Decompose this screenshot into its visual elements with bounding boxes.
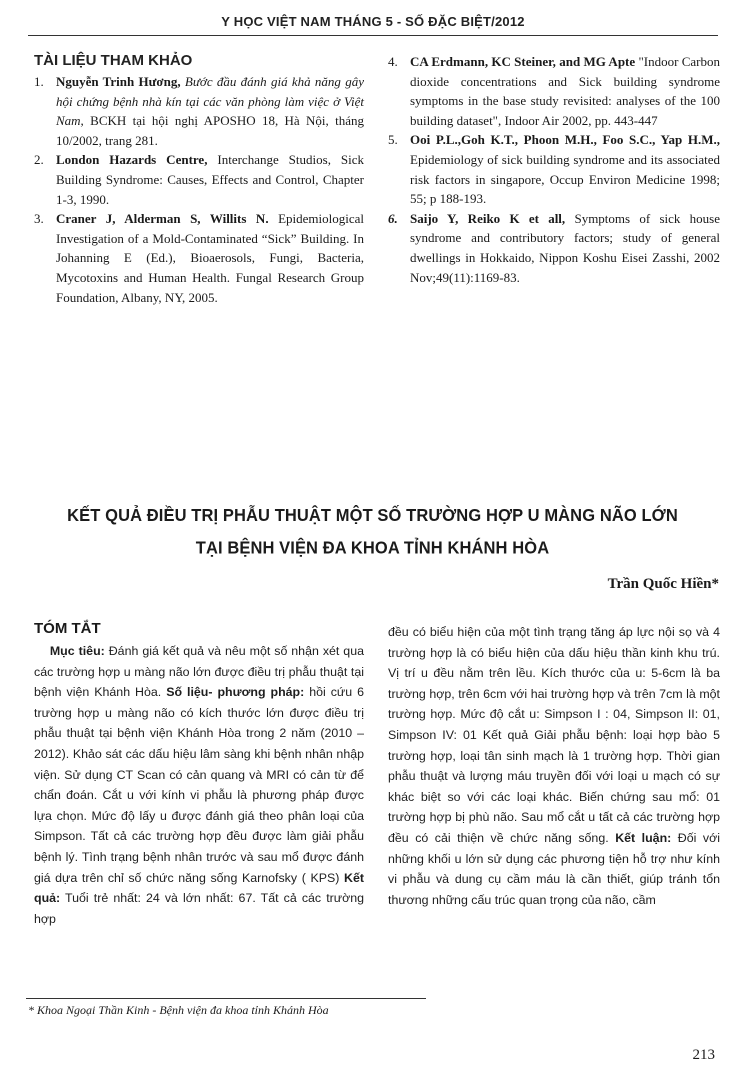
abstract-paragraph: [34, 641, 364, 929]
objective-label: Mục tiêu:: [49, 644, 105, 658]
article-title: [40, 500, 705, 565]
journal-header: Y HỌC VIỆT NAM THÁNG 5 - SỐ ĐẶC BIỆT/2012: [221, 14, 525, 29]
reference-details: "Indoor Carbon dioxide concentrations and Sick building syndrome symptoms in the base study revisited: analyses of the 100 building dataset", Indoor Air 2002, pp. 443-447: [410, 54, 720, 128]
reference-number: 2.: [34, 152, 44, 168]
reference-details: Epidemiology of sick building syndrome and its associated risk factors in singapore, Occup Environ Medicine 1998; 55; p 188-193.: [410, 151, 720, 207]
reference-list-right: [388, 52, 720, 287]
article-title-line-2: TẠI BỆNH VIỆN ĐA KHOA TỈNH KHÁNH HÒA: [195, 538, 550, 558]
abstract-heading: TÓM TẮT: [34, 620, 101, 637]
reference-details: Interchange Studios, Sick Building Syndrome: Causes, Effects and Control, Chapter 1-3, 1990.: [56, 152, 364, 207]
reference-list-left: [34, 72, 364, 307]
reference-details: Epidemiological Investigation of a Mold-Contaminated “Sick” Building. In Johanning E (Ed.), Bioaerosols, Fungi, Bacteria, Mycotoxins and Human Health. Fungal Research Group Foundation, Albany, NY, 2005.: [56, 211, 365, 305]
reference-authors: Ooi P.L.,Goh K.T., Phoon M.H., Foo S.C., Yap H.M.,: [410, 132, 720, 148]
reference-authors: CA Erdmann, KC Steiner, and MG Apte: [410, 54, 636, 69]
reference-item: [34, 72, 364, 150]
footnote-rule: [26, 998, 426, 999]
reference-number: 1.: [34, 74, 44, 89]
method-text: hồi cứu 6 trường hợp u màng não có kích thước lớn được điều trị phẫu thuật tại bệnh viện Khánh Hòa trong 2 năm (2010 – 2012). Khảo sát các dấu hiệu lâm sàng khi bệnh nhân nhập viện. Sử dụng CT Scan có cản quang và MRI có cản từ để chẩn đoán. Cắt u với kính vi phẫu là phương pháp được lựa chọn. Mức độ lấy u được đánh giá theo phân loại của Simpson. Tất cả các trường hợp đều được làm giải phẫu bệnh lý. Tình trạng bệnh nhân trước và sau mổ được đánh giá dựa trên chỉ số chức năng sống Karnofsky ( KPS): [34, 685, 364, 885]
result-text-right: đều có biểu hiện của một tình trạng tăng áp lực nội sọ và 4 trường hợp là có biểu hiện của dấu hiệu thần kinh khu trú. Vị trí u đều nằm trên lều. Kích thước của u: 5-6cm là ba trường hợp, trên 6cm với hai trường hợp và trên 7cm là một trường hợp. Mức độ cắt u: Simpson I : 04, Simpson II: 01, Simpson IV: 01 Kết quả Giải phẫu bệnh: loại hợp bào 5 trường hợp, loại tân sinh mạch là 1 trường hợp. Thời gian phẫu thuật và lượng máu truyền đối với loại u mạch có sự khác biệt so với các loại khác. Biến chứng sau mổ: 01 trường hợp bị phù não. Sau mổ cắt u tất cả các trường hợp đều có cải thiện về chức năng sống.: [388, 625, 720, 845]
conclusion-label: Kết luận:: [615, 830, 672, 845]
references-right-column: [388, 52, 720, 287]
reference-item: [388, 52, 720, 130]
header-rule: [28, 35, 718, 36]
reference-number: 4.: [388, 54, 398, 69]
references-left-column: [34, 52, 364, 307]
page-number: 213: [692, 1047, 715, 1063]
abstract-right-column: [388, 622, 720, 910]
references-heading: TÀI LIỆU THAM KHẢO: [34, 52, 193, 69]
reference-authors: London Hazards Centre,: [56, 152, 208, 168]
reference-authors: Saijo Y, Reiko K et all,: [410, 210, 566, 226]
result-text-left: Tuổi trẻ nhất: 24 và lớn nhất: 67. Tất cả các trường hợp: [34, 891, 364, 926]
objective-text: Đánh giá kết quả và nêu một số nhận xét qua các trường hợp u màng não lớn được điều trị phẫu thuật tại bệnh viện Khánh Hòa.: [34, 644, 364, 700]
reference-details: Symptoms of sick house syndrome and contributory factors; study of general dwellings in Hokkaido, Nippon Koshu Eisei Zasshi, 2002 Nov;49(11):1169-83.: [410, 210, 720, 285]
abstract-paragraph-continued: [388, 622, 720, 910]
reference-title: Bước đầu đánh giá khả năng gây hội chứng bệnh nhà kín tại các văn phòng làm việc ở Việt Nam,: [56, 74, 364, 129]
reference-item: [388, 209, 720, 287]
reference-authors: Nguyễn Trinh Hương,: [56, 74, 181, 89]
reference-item: [34, 150, 364, 209]
reference-item: [388, 130, 720, 208]
method-label: Số liệu- phương pháp:: [166, 685, 305, 700]
author-affiliation-footnote: * Khoa Ngoại Thần Kinh - Bệnh viện đa khoa tỉnh Khánh Hòa: [28, 1003, 329, 1017]
reference-number: 6.: [388, 210, 398, 226]
reference-number: 3.: [34, 211, 44, 227]
article-title-line-1: KẾT QUẢ ĐIỀU TRỊ PHẪU THUẬT MỘT SỐ TRƯỜNG HỢP U MÀNG NÃO LỚN: [67, 506, 678, 526]
abstract-left-column: [34, 620, 364, 929]
result-label: Kết quả:: [34, 870, 364, 906]
reference-number: 5.: [388, 132, 398, 148]
article-author: Trần Quốc Hiền*: [607, 576, 719, 592]
reference-authors: Craner J, Alderman S, Willits N.: [56, 211, 269, 227]
reference-item: [34, 209, 364, 307]
reference-details: BCKH tại hội nghị APOSHO 18, Hà Nội, tháng 10/2002, trang 281.: [56, 113, 364, 148]
conclusion-text: Đối với những khối u lớn sử dụng các phương tiện hỗ trợ như kính vi phẫu và dung cụ cầm máu là cần thiết, giúp tránh tổn thương những cấu trúc quan trọng của não, cầm: [388, 830, 720, 907]
